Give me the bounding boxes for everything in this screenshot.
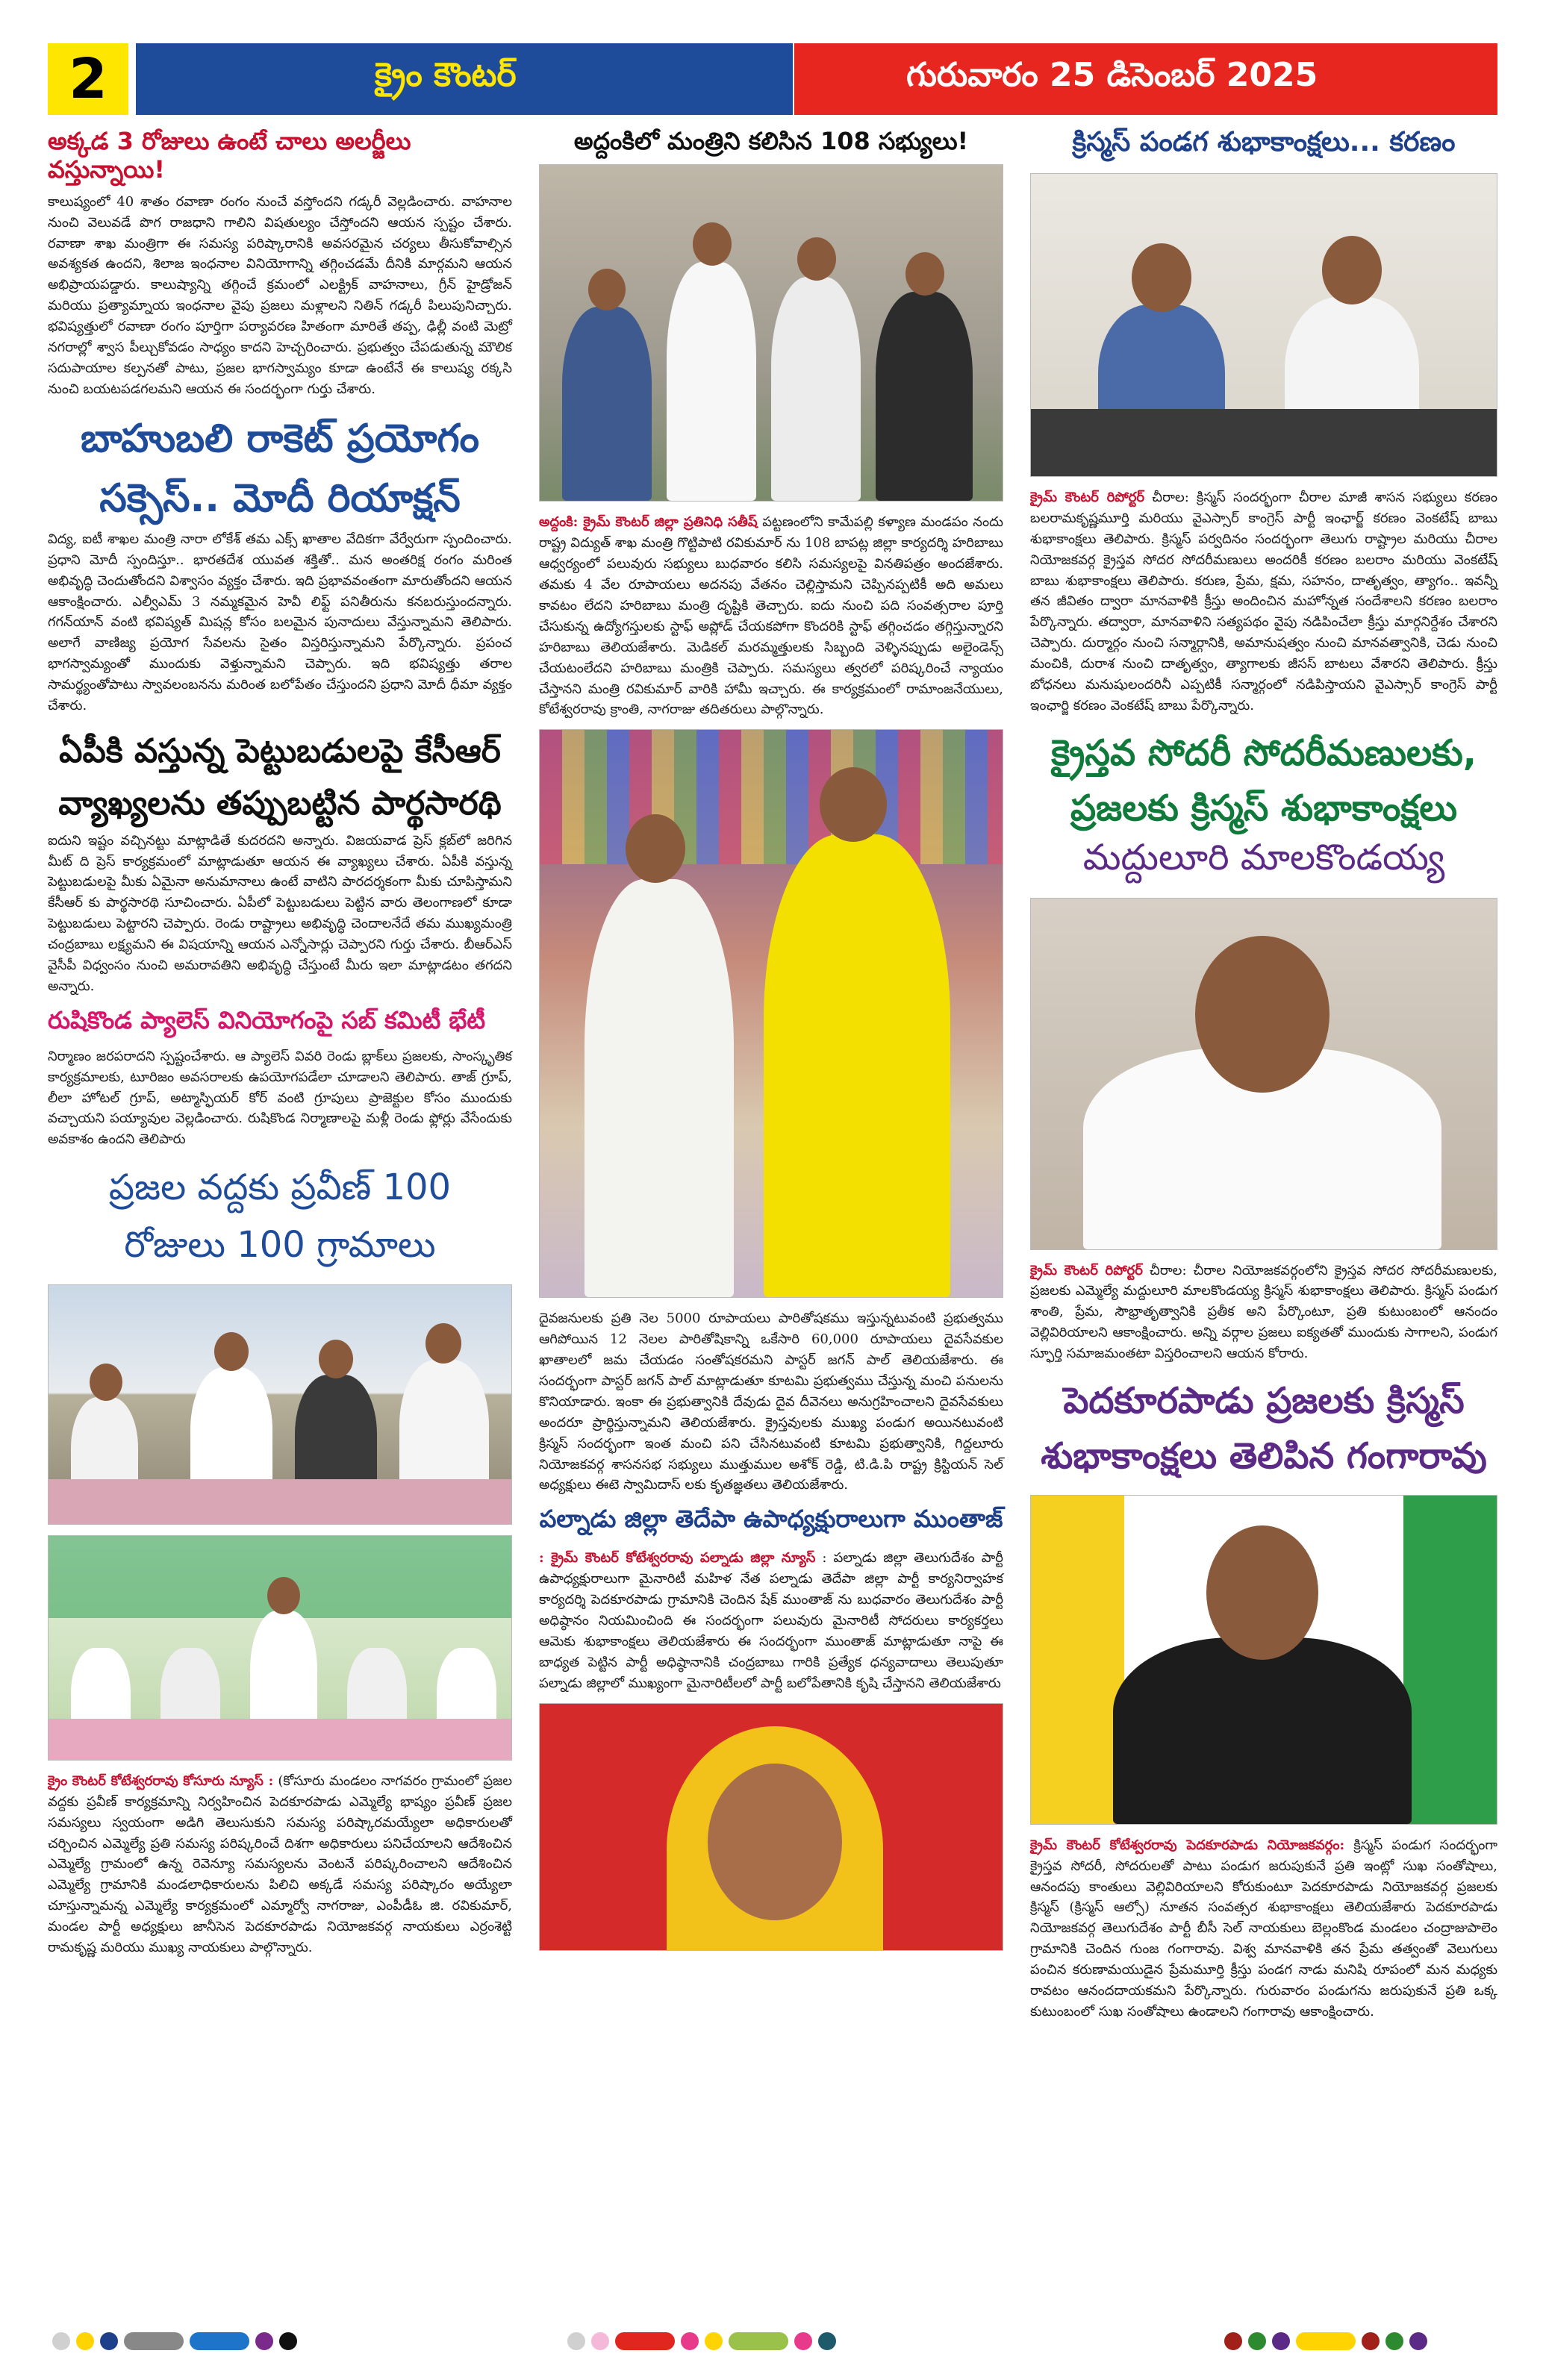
article-malakondaiah-byline: క్రైమ్ కౌంటర్ రిపోర్టర్ [1030, 1262, 1143, 1278]
gangarao-portrait [1030, 1495, 1497, 1825]
article-kcr-headline-1: ఏపీకి వస్తున్న పెట్టుబడులపై కేసీఆర్ [59, 731, 501, 770]
pastor-jagan-paul-photo [539, 729, 1003, 1298]
article-rocket-body: విద్య, ఐటీ శాఖల మంత్రి నారా లోకేశ్ తమ ఎక్స్ ఖాతాల వేదికగా వేర్వేరుగా స్పందించారు. ప్రధాని మోదీ స్పందిస్తూ.. భారతదేశ యువత శక్తితో.. మన అంతరిక్ష రంగం మరింత అభివృద్ధి చెందుతోందని విశ్వాసం వ్యక్తం చేశారు. ఇది ప్రభావవంతంగా మారుతోందని ఆయన ఆకాంక్షించారు. ఎల్వీఎమ్ 3 నమ్మకమైన హెవీ లిఫ్ట్ పనితీరును కనబరుస్తుందన్నారు. గగన్‌యాన్ వంటి భవిష్యత్ మిషన్ల కోసం బలమైన పునాదులు వేస్తున్నామని తెలిపారు. అలాగే వాణిజ్య ప్రయోగ సేవలను సైతం విస్తరిస్తున్నామని పేర్కొన్నారు. ప్రపంచ భాగస్వామ్యంతో ముందుకు వెళ్తున్నామని చెప్పారు. ఇది భవిష్యత్తు తరాల సామర్థ్యంతోపాటు స్వావలంబనను మరింత బలోపేతం చేస్తుందని ప్రధాని మోదీ ధీమా వ్యక్తం చేశారు. [48, 531, 512, 713]
article-malakondaiah-headline-2: ప్రజలకు క్రిస్మస్ శుభాకాంక్షలు [1070, 787, 1457, 830]
karanam-photo [1030, 173, 1497, 477]
masthead [48, 43, 1497, 115]
article-allergy-headline: అక్కడ 3 రోజులు ఉంటే చాలు అలర్జీలు వస్తున్నాయి! [48, 127, 411, 184]
article-praveen-byline: క్రైం కౌంటర్ కోటేశ్వరరావు కోసూరు న్యూస్ : [48, 1772, 274, 1789]
article-allergy-body: కాలుష్యంలో 40 శాతం రవాణా రంగం నుంచే వస్తోందని గడ్కరీ వెల్లడించారు. వాహనాల నుంచి వెలువడే పొగ రాజధాని గాలిని విషతుల్యం చేస్తోందని ఆయన స్పష్టం చేశారు. రవాణా శాఖ మంత్రిగా ఈ సమస్య పరిష్కారానికి అవసరమైన చర్యలు తీసుకోవాల్సిన అవశ్యకత ఉందని, శిలాజ ఇంధనాల వినియోగాన్ని తగ్గించడమే దీనికి మార్గమని ఆయన అభిప్రాయపడ్డారు. కాలుష్యాన్ని తగ్గించే క్రమంలో ఎలక్ట్రిక్ వాహనాలు, గ్రీన్ హైడ్రోజన్ మరియు ప్రత్యామ్నాయ ఇంధనాల వైపు ప్రజలు మళ్లాలని నితిన్ గడ్కరీ పిలుపునిచ్చారు. భవిష్యత్తులో రవాణా రంగం పూర్తిగా పర్యావరణ హితంగా మారితే తప్ప, ఢిల్లీ వంటి మెట్రో నగరాల్లో శ్వాస పీల్చుకోవడం సాధ్యం కాదని హెచ్చరించారు. ప్రభుత్వం చేపడుతున్న మౌలిక సదుపాయాల కల్పనతో పాటు, ప్రజల భాగస్వామ్యం కూడా ఉంటేనే ఈ కాలుష్య రక్కసి నుంచి బయటపడగలమని ఆయన ఈ సందర్భంగా గుర్తు చేశారు. [48, 193, 512, 397]
article-karanam-text: చీరాల: క్రిస్మస్ సందర్భంగా చీరాల మాజీ శాసన సభ్యులు కరణం బలరామకృష్ణమూర్తి మరియు వైఎస్సార్ కాంగ్రెస్ పార్టీ ఇంఛార్జ్ కరణం వెంకటేష్ బాబు శుభాకాంక్షలు తెలిపారు. క్రిస్మస్ పర్వదినం సందర్భంగా తెలుగు రాష్ట్రాల మరియు చీరాల నియోజకవర్గ క్రైస్తవ సోదర సోదరీమణులు అందరికీ కరణం బలరాం మరియు వెంకటేష్ బాబు శుభాకాంక్షలు తెలిపారు. కరుణ, ప్రేమ, క్షమ, సహనం, దాతృత్వం, త్యాగం.. ఇవన్నీ తన జీవితం ద్వారా మానవాళికి క్రీస్తు అందించిన మహోన్నత సందేశాలని కరణం బలరాం పేర్కొన్నారు. తద్వారా, మానవాళిని సత్యపథం వైపు నడిపించేలా క్రీస్తు మార్గనిర్దేశం చేశారని చెప్పారు. దుర్మార్గం నుంచి సన్మార్గానికి, అమానుషత్వం నుంచి మానవత్వానికి, చెడు నుంచి మంచికి, దురాశ నుంచి దాతృత్వం, త్యాగాలకు జీసస్ బాటలు వేశారని తెలిపారు. క్రీస్తు బోధనలు మనుషులందరినీ ఎప్పటికీ సన్మార్గంలో నడిపిస్తాయని వైఎస్సార్ కాంగ్రెస్ పార్టీ ఇంఛార్జి కరణం వెంకటేష్ బాబు పేర్కొన్నారు. [1030, 490, 1497, 713]
article-praveen-text: (కోసూరు మండలం నాగవరం గ్రామంలో ప్రజల వద్దకు ప్రవీణ్ కార్యక్రమాన్ని నిర్వహించిన పెదకూరపాడు ఎమ్మెల్యే భాష్యం ప్రవీణ్ ప్రజల సమస్యలు స్వయంగా అడిగి తెలుసుకుని సమస్య పరిష్కారమయ్యేలా అధికారులతో చర్చించిన ఎమ్మెల్యే ప్రతి సమస్య పరిష్కరించే దిశగా అధికారులు పనిచేయాలని ఆదేశించిన ఎమ్మెల్యే గ్రామంలో ఉన్న రెవెన్యూ సమస్యలను వెంటనే పరిష్కరించాలని ఆదేశించిన ఎమ్మెల్యే గ్రామానికి మండలాధికారులను పిలిచి అక్కడే సమస్య పరిష్కారం అయ్యేలా చూస్తున్నామన్న ఎమ్మెల్యే కార్యక్రమంలో ఎమ్మార్వో నాగరాజు, ఎంపీడీఓ జి. రవికుమార్, మండల పార్టీ అధ్యక్షులు జానీసెన పెదకూరపాడు నియోజకవర్గ నాయకులు ఎర్రంశెట్టి రామకృష్ణ మరియు ముఖ్య నాయకులు పాల్గొన్నారు. [48, 1772, 512, 1955]
article-rushikonda-headline: రుషికొండ ప్యాలెస్ వినియోగంపై సబ్ కమిటీ భేటీ [48, 1005, 486, 1034]
article-gangarao-headline-2: శుభాకాంక్షలు తెలిపిన గంగారావు [1041, 1435, 1487, 1478]
article-malakondaiah-headline-1: క్రైస్తవ సోదరీ సోదరీమణులకు, [1051, 731, 1477, 774]
article-karanam-body [1030, 487, 1497, 716]
praveen-meeting-photo-1 [48, 1284, 512, 1525]
article-addanki-byline: అద్దంకి: క్రైమ్ కౌంటర్ జిల్లా ప్రతినిధి సతీష్ [539, 514, 758, 531]
article-malakondaiah-body [1030, 1261, 1497, 1364]
article-addanki-body [539, 512, 1003, 720]
brand-bar [136, 43, 793, 115]
article-mumtaz-text: : పల్నాడు జిల్లా తెలుగుదేశం పార్టీ ఉపాధ్యక్షురాలుగా మైనారిటీ మహిళ నేత పల్నాడు తెదేపా జిల్లా పార్టీ కార్యనిర్వాహక కార్యదర్శి పెదకూరపాడు గ్రామానికి చెందిన షేక్ ముంతాజ్ ను బుధవారం తెలుగుదేశం పార్టీ అధిష్ఠానం నియమించింది ఈ సందర్భంగా పలువురు మైనారిటీ సోదరులు కార్యకర్తలు ఆమెకు శుభాకాంక్షలు తెలియజేశారు ఈ సందర్భంగా ముంతాజ్ మాట్లాడుతూ నాపై ఈ బాధ్యత పెట్టిన పార్టీ అధిష్ఠానానికి చంద్రబాబు గారికి ప్రత్యేక ధన్యవాదాలు తెలుపుతూ పల్నాడు జిల్లాలో ముఖ్యంగా మైనారిటీలలో పార్టీ బలోపేతానికి కృషి చేస్తానని తెలియజేశారు [539, 1550, 1003, 1691]
article-malakondaiah-text: చీరాల: చీరాల నియోజకవర్గంలోని క్రైస్తవ సోదర సోదరీమణులకు, ప్రజలకు ఎమ్మెల్యే మద్దులూరి మాలకొండయ్య క్రిస్మస్ శుభాకాంక్షలు తెలిపారు. క్రిస్మస్ పండుగ శాంతి, ప్రేమ, సౌభ్రాతృత్వానికి ప్రతీక అని పేర్కొంటూ, ప్రతి కుటుంబంలో ఆనందం వెల్లివిరియాలని ఆకాంక్షించారు. అన్ని వర్గాల ప్రజలు ఐక్యతతో ముందుకు సాగాలని, పండుగ స్ఫూర్తి సమాజమంతటా విస్తరించాలని ఆయన కోరారు. [1030, 1262, 1497, 1362]
article-kcr-body: ఐదుని ఇష్టం వచ్చినట్టు మాట్లాడితే కుదరదని అన్నారు. విజయవాడ ప్రెస్ క్లబ్‌లో జరిగిన మీట్ ది ప్రెస్ కార్యక్రమంలో మాట్లాడుతూ ఆయన ఈ వ్యాఖ్యలు చేశారు. ఏపీకి వస్తున్న పెట్టుబడులపై మీకు ఏమైనా అనుమానాలు ఉంటే వాటిని పారదర్శకంగా మీకు చూపిస్తామని కేసీఆర్ కు పార్థసారథి సూచించారు. ఏపీలో పెట్టుబడులు పెట్టిన వారు తెలంగాణలో కూడా పెట్టుబడులు పెట్టారని చెప్పారు. రెండు రాష్ట్రాలు అభివృద్ధి చెందాలనేదే తమ ముఖ్యమంత్రి చంద్రబాబు లక్ష్యమని ఈ విషయాన్ని ఆయన ఎన్నోసార్లు చెప్పారని గుర్తు చేశారు. బీఆర్ఎస్ వైసీపీ విధ్వంసం నుంచి అమరావతిని అభివృద్ధి చేస్తుంటే మీరు ఇలా మాట్లాడటం తగదని అన్నారు. [48, 832, 512, 994]
article-gangarao-body [1030, 1835, 1497, 2023]
color-registration-right [1224, 2332, 1427, 2350]
article-gangarao-text: క్రిస్మస్ పండుగ సందర్భంగా క్రైస్తవ సోదరీ, సోదరులతో పాటు పండుగ జరుపుకునే ప్రతి ఇంట్లో సుఖ సంతోషాలు, ఆనందపు కాంతులు వెల్లివిరియాలని కోరుకుంటూ పెదకూరపాడు నియోజకవర్గ ప్రజలకు క్రిస్మస్ (క్రిస్మస్ ఆల్సో) నూతన సంవత్సర శుభాకాంక్షలు తెలియజేశారు పెదకూరపాడు నియోజకవర్గ తెలుగుదేశం పార్టీ బీసీ సెల్ నాయకులు బెల్లంకొండ మండలం చంద్రాజుపాలెం గ్రామానికి చెందిన గుంజ గంగారావు. విశ్వ మానవాళికి తన ప్రేమ తత్వంతో వెలుగులు పంచిన కరుణామయుడైన ప్రేమమూర్తి క్రీస్తు పండగ నాడు మనిషి రూపంలో మన మధ్యకు రావటం ఆనందదాయకమని పేర్కొన్నారు. గురువారం పండుగను జరుపుకునే ప్రతి ఒక్క కుటుంబంలో సుఖ సంతోషాలు ఉండాలని గంగారావు ఆకాంక్షించారు. [1030, 1837, 1497, 2020]
issue-date: గురువారం 25 డిసెంబర్ 2025 [906, 56, 1318, 94]
color-registration-middle [567, 2332, 836, 2350]
article-kcr-headline-2: వ్యాఖ్యలను తప్పుబట్టిన పార్థసారథి [58, 784, 502, 823]
article-rocket-headline-1: బాహుబలి రాకెట్ ప్రయోగం [80, 416, 480, 461]
article-addanki-headline: అద్దంకిలో మంత్రిని కలిసిన 108 సభ్యులు! [573, 127, 969, 155]
article-karanam-byline: క్రైమ్ కౌంటర్ రిపోర్టర్ [1030, 490, 1145, 505]
article-karanam-headline: క్రిస్మస్ పండగ శుభాకాంక్షలు... కరణం [1072, 127, 1456, 157]
brand-name: క్రైం కౌంటర్ [375, 56, 517, 94]
addanki-minister-photo [539, 164, 1003, 502]
article-rushikonda-body: నిర్మాణం జరపరాదని స్పష్టంచేశారు. ఆ ప్యాలెస్ వివరి రెండు బ్లాక్‌లు ప్రజలకు, సాంస్కృతిక కార్యక్రమాలకు, టూరిజం అవసరాలకు ఉపయోగపడేలా చూడాలని తెలిపారు. తాజ్ గ్రూప్, లీలా హోటల్ గ్రూప్, అట్మాస్ఫియర్ కోర్ వంటి గ్రూపులు ప్రాజెక్టుల కోసం ముందుకు వచ్చాయని పయ్యావుల వెల్లడించారు. రుషికొండ నిర్మాణాలపై మళ్లీ రెండు ఫ్లోర్లు వేసేందుకు అవకాశం ఉందని తెలిపారు [48, 1048, 512, 1148]
article-gangarao-headline-1: పెదకూరపాడు ప్రజలకు క్రిస్మస్ [1063, 1380, 1465, 1422]
article-addanki-text: పట్టణంలోని కామేపల్లి కళ్యాణ మండపం నందు రాష్ట్ర విద్యుత్ శాఖ మంత్రి గొట్టిపాటి రవికుమార్ ను 108 బాపట్ల జిల్లా కార్యదర్శి హరిబాబు ఆధ్వర్యంలో పలువురు సభ్యులు బుధవారం కలిసి సమస్యలపై వినతిపత్రం అందజేశారు. తమకు 4 వేల రూపాయలు అదనపు వేతనం చెల్లిస్తామని చెప్పినప్పటికీ అది అమలు కావటం లేదని హరిబాబు మంత్రి దృష్టికి తెచ్చారు. ఐదు నుంచి పది సంవత్సరాల పూర్తి చేసుకున్న ఉద్యోగస్తులకు స్టాఫ్ అప్లోడ్ చేయకపోగా కొందరికి స్టాఫ్ తగ్గించడం తగ్గిస్తున్నారని హరిబాబు తెలియజేశారు. మెడికల్ మరమ్మత్తులకు సిబ్బంది వెళ్ళినప్పుడు అలైండెన్స్ చేయటంలేదని హరిబాబు మంత్రికి చెప్పారు. సమస్యలు త్వరలో పరిష్కరించే న్యాయం చేస్తానని మంత్రి రవికుమార్ వారికి హామీ ఇచ్చారు. ఈ కార్యక్రమంలో రామాంజనేయులు, కోటేశ్వరరావు క్రాంతి, నాగరాజు తదితరులు పాల్గొన్నారు. [539, 514, 1004, 718]
malakondaiah-portrait [1030, 898, 1497, 1250]
article-rocket-headline-2: సక్సెస్.. మోదీ రియాక్షన్ [99, 476, 461, 522]
article-malakondaiah-name: మద్దులూరి మాలకొండయ్య [1082, 836, 1445, 878]
article-praveen-body [48, 1771, 512, 1958]
praveen-meeting-photo-2 [48, 1535, 512, 1761]
article-mumtaz-byline: : క్రైమ్ కౌంటర్ కోటేశ్వరరావు పల్నాడు జిల్లా న్యూస్ [539, 1550, 816, 1567]
column-left [48, 127, 512, 1967]
color-registration-left [52, 2332, 297, 2350]
article-pastor-body: దైవజనులకు ప్రతి నెల 5000 రూపాయలు పారితోషకము ఇస్తున్నటువంటి ప్రభుత్వము ఆగిపోయిన 12 నెలల పారితోషికాన్ని ఒకేసారి 60,000 రూపాయలు దైవసేవకుల ఖాతాలలో జమ చేయడం సంతోషకరమని పాస్టర్ జగన్ పాల్ తెలియజేశారు. ఈ సందర్భంగా పాస్టర్ జగన్ పాల్ మాట్లాడుతూ కూటమి ప్రభుత్వము చేస్తున్న మంచి పనులను కొనియాడారు. ఇంకా ఈ ప్రభుత్వానికి దేవుడు దైవ దీవెనలు అనుగ్రహించాలని దైవసేవకులు అందరూ ప్రార్థిస్తున్నామని తెలియజేశారు. క్రైస్తవులకు ముఖ్య పండుగ అయినటువంటి క్రిస్మస్ సందర్భంగా ఇంత మంచి పని చేసినటువంటి కూటమి ప్రభుత్వానికి, గిద్దలూరు నియోజకవర్గ శాసనసభ సభ్యులు ముత్తుముల అశోక్ రెడ్డి, టి.డి.పి రాష్ట్ర క్రిస్టియన్ సెల్ అధ్యక్షులు ఈటె స్వామిదాస్ లకు కృతజ్ఞతలు తెలియజేశారు. [539, 1311, 1003, 1493]
article-gangarao-byline: క్రైమ్ కౌంటర్ కోటేశ్వరరావు పెదకూరపాడు నియోజకవర్గం: [1030, 1837, 1345, 1853]
article-praveen-headline-1: ప్రజల వద్దకు ప్రవీణ్ 100 [108, 1166, 452, 1209]
article-mumtaz-body [539, 1548, 1003, 1693]
article-praveen-headline-2: రోజులు 100 గ్రామాలు [124, 1224, 436, 1266]
column-right [1030, 127, 1497, 2031]
mumtaz-portrait [539, 1703, 1003, 1951]
article-mumtaz-headline: పల్నాడు జిల్లా తెదేపా ఉపాధ్యక్షురాలుగా ముంతాజ్ [539, 1505, 1003, 1534]
column-middle [539, 127, 1003, 1961]
page-number: 2 [48, 43, 128, 115]
date-bar [794, 43, 1497, 115]
